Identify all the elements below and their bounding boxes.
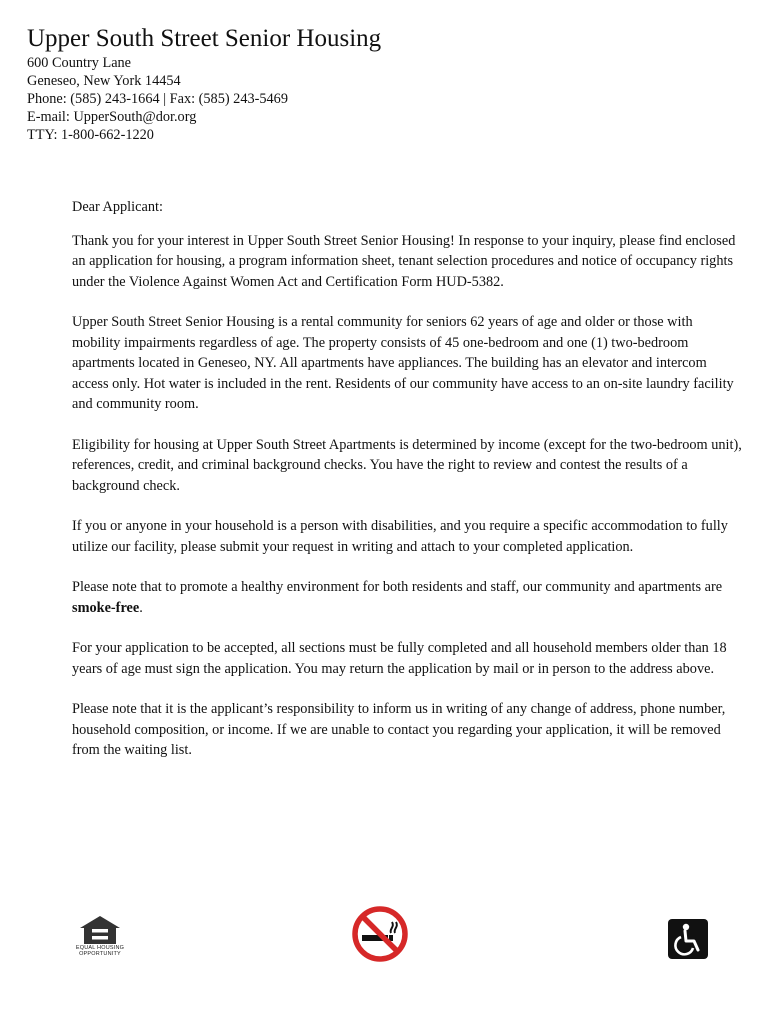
smoke-free-period: . bbox=[139, 599, 143, 616]
equal-housing-label: EQUAL HOUSING OPPORTUNITY bbox=[75, 945, 125, 957]
letter-body bbox=[72, 197, 742, 781]
tty-number: TTY: 1-800-662-1220 bbox=[27, 127, 154, 143]
city-state-zip: Geneseo, New York 14454 bbox=[27, 73, 181, 89]
paragraph-eligibility: Eligibility for housing at Upper South Street Apartments is determined by income (except for the two-bedroom unit), references, credit, and criminal background checks. You have the right to review and contest the results of a background check. bbox=[72, 436, 742, 494]
street-address: 600 Country Lane bbox=[27, 55, 132, 71]
smoke-free-text: Please note that to promote a healthy environment for both residents and staff, our community and apartments are bbox=[72, 579, 723, 595]
paragraph-accommodation: If you or anyone in your household is a person with disabilities, and you require a specific accommodation to fully utilize our facility, please submit your request in writing and attach to your completed application. bbox=[72, 518, 728, 555]
no-smoking-icon bbox=[351, 905, 409, 963]
paragraph-intro: Thank you for your interest in Upper South Street Senior Housing! In response to your inquiry, please find enclosed an application for housing, a program information sheet, tenant selection procedures and notice of occupancy rights under the Violence Against Women Act and Certification Form HUD-5382. bbox=[72, 232, 736, 290]
letterhead bbox=[27, 24, 381, 144]
paragraph-community: Upper South Street Senior Housing is a rental community for seniors 62 years of age and older or those with mobility impairments regardless of age. The property consists of 45 one-bedroom and one (1) two-bedroom apartments located in Geneseo, NY. All apartments have appliances. The building has an elevator and intercom access only. Hot water is included in the rent. Residents of our community have access to an on-site laundry facility and community room. bbox=[72, 314, 734, 412]
phone-fax: Phone: (585) 243-1664 | Fax: (585) 243-5469 bbox=[27, 91, 288, 107]
salutation: Dear Applicant: bbox=[72, 199, 163, 215]
footer-logos bbox=[0, 900, 770, 970]
smoke-free-emphasis: smoke-free bbox=[72, 599, 140, 616]
email-address: E-mail: UpperSouth@dor.org bbox=[27, 109, 197, 125]
wheelchair-accessible-icon bbox=[668, 919, 708, 959]
equal-housing-house-icon bbox=[77, 915, 123, 945]
paragraph-smoke-free bbox=[72, 577, 742, 618]
paragraph-requirements: For your application to be accepted, all sections must be fully completed and all household members older than 18 years of age must sign the application. You may return the application by mail or in person to the address above. bbox=[72, 640, 727, 677]
equal-housing-opportunity-icon bbox=[75, 915, 125, 957]
organization-name: Upper South Street Senior Housing bbox=[27, 25, 382, 52]
paragraph-changes: Please note that it is the applicant’s responsibility to inform us in writing of any change of address, phone number, household composition, or income. If we are unable to contact you regarding your application, it will be removed from the waiting list. bbox=[72, 701, 726, 758]
